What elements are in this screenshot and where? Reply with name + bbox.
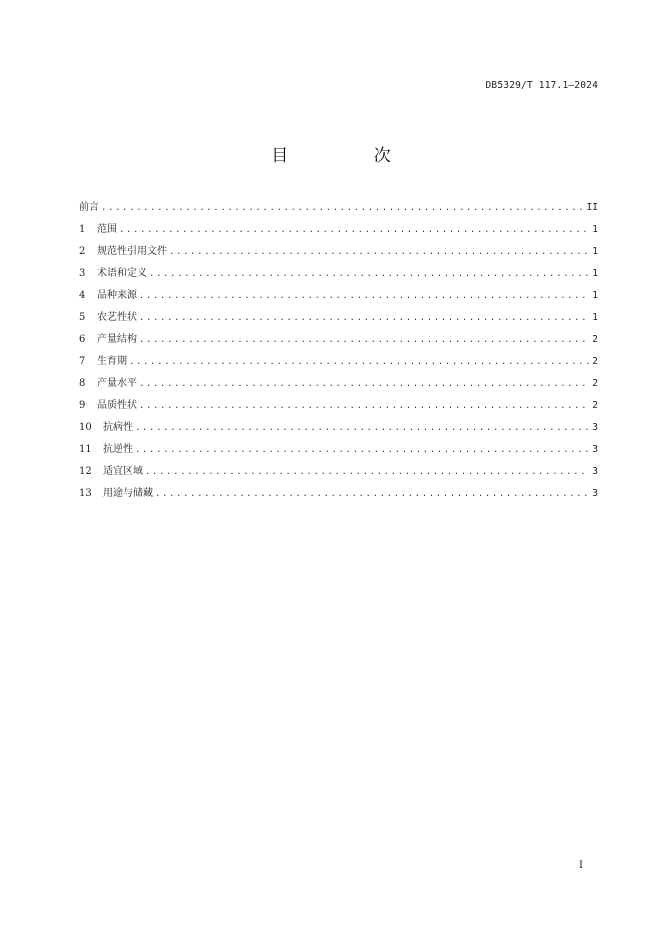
toc-entry-10[interactable] — [79, 421, 598, 443]
toc-entry-number: 4 — [79, 290, 86, 301]
toc-entry-page: 3 — [592, 466, 598, 477]
toc-entry-title: 用途与储藏 — [103, 488, 153, 499]
toc-entry-6[interactable] — [79, 333, 598, 355]
toc-entry-title: 范围 — [97, 224, 117, 235]
table-of-contents — [79, 201, 598, 509]
toc-entry-title: 前言 — [79, 202, 99, 213]
toc-leader-dots — [135, 443, 589, 457]
toc-leader-dots — [135, 421, 589, 435]
toc-entry-title: 生育期 — [97, 356, 127, 367]
toc-entry-title: 适宜区域 — [103, 466, 143, 477]
toc-entry-page: 2 — [592, 356, 598, 367]
toc-leader-dots — [101, 201, 584, 215]
toc-entry-3[interactable] — [79, 267, 598, 289]
toc-entry-4[interactable] — [79, 289, 598, 311]
toc-entry-page: 1 — [592, 268, 598, 279]
toc-leader-dots — [139, 377, 589, 391]
toc-entry-number: 6 — [79, 334, 86, 345]
toc-entry-page: 1 — [592, 290, 598, 301]
toc-entry-page: 3 — [592, 488, 598, 499]
toc-leader-dots — [169, 245, 589, 259]
toc-entry-title: 规范性引用文件 — [97, 246, 167, 257]
toc-entry-page: 1 — [592, 246, 598, 257]
toc-leader-dots — [145, 465, 589, 479]
toc-leader-dots — [139, 399, 589, 413]
toc-leader-dots — [139, 289, 589, 303]
toc-leader-dots — [139, 311, 589, 325]
toc-entry-1[interactable] — [79, 223, 598, 245]
toc-entry-page: 1 — [592, 224, 598, 235]
toc-entry-title: 抗病性 — [103, 422, 133, 433]
toc-entry-title: 抗逆性 — [103, 444, 133, 455]
toc-entry-5[interactable] — [79, 311, 598, 333]
toc-entry-page: 2 — [592, 334, 598, 345]
toc-entry-page: 3 — [592, 444, 598, 455]
toc-entry-title: 产量结构 — [97, 334, 137, 345]
toc-entry-13[interactable] — [79, 487, 598, 509]
toc-entry-12[interactable] — [79, 465, 598, 487]
toc-leader-dots — [155, 487, 589, 501]
page-number: I — [579, 860, 583, 871]
toc-entry-page: 1 — [592, 312, 598, 323]
toc-entry-number: 10 — [79, 422, 92, 433]
toc-entry-number: 9 — [79, 400, 86, 411]
toc-entry-title: 品种来源 — [97, 290, 137, 301]
toc-entry-page: 3 — [592, 422, 598, 433]
toc-entry-title: 农艺性状 — [97, 312, 137, 323]
toc-entry-9[interactable] — [79, 399, 598, 421]
toc-entry-page: 2 — [592, 378, 598, 389]
page-title: 目 次 — [271, 146, 431, 166]
toc-entry-2[interactable] — [79, 245, 598, 267]
toc-entry-title: 产量水平 — [97, 378, 137, 389]
toc-entry-title: 术语和定义 — [97, 268, 147, 279]
toc-entry-number: 3 — [79, 268, 86, 279]
toc-entry-number: 5 — [79, 312, 86, 323]
toc-entry-7[interactable] — [79, 355, 598, 377]
toc-entry-8[interactable] — [79, 377, 598, 399]
toc-entry-page: 2 — [592, 400, 598, 411]
toc-entry-number: 1 — [79, 224, 86, 235]
toc-entry-11[interactable] — [79, 443, 598, 465]
toc-entry-foreword[interactable] — [79, 201, 598, 223]
toc-entry-number: 7 — [79, 356, 86, 367]
document-code: DB5329/T 117.1—2024 — [485, 80, 598, 91]
toc-leader-dots — [119, 223, 589, 237]
toc-entry-number: 12 — [79, 466, 92, 477]
toc-entry-title: 品质性状 — [97, 400, 137, 411]
toc-entry-number: 13 — [79, 488, 92, 499]
toc-entry-page: II — [586, 202, 598, 213]
toc-leader-dots — [129, 355, 589, 369]
toc-entry-number: 8 — [79, 378, 86, 389]
toc-entry-number: 11 — [79, 444, 92, 455]
toc-leader-dots — [139, 333, 589, 347]
toc-entry-number: 2 — [79, 246, 86, 257]
toc-leader-dots — [149, 267, 589, 281]
